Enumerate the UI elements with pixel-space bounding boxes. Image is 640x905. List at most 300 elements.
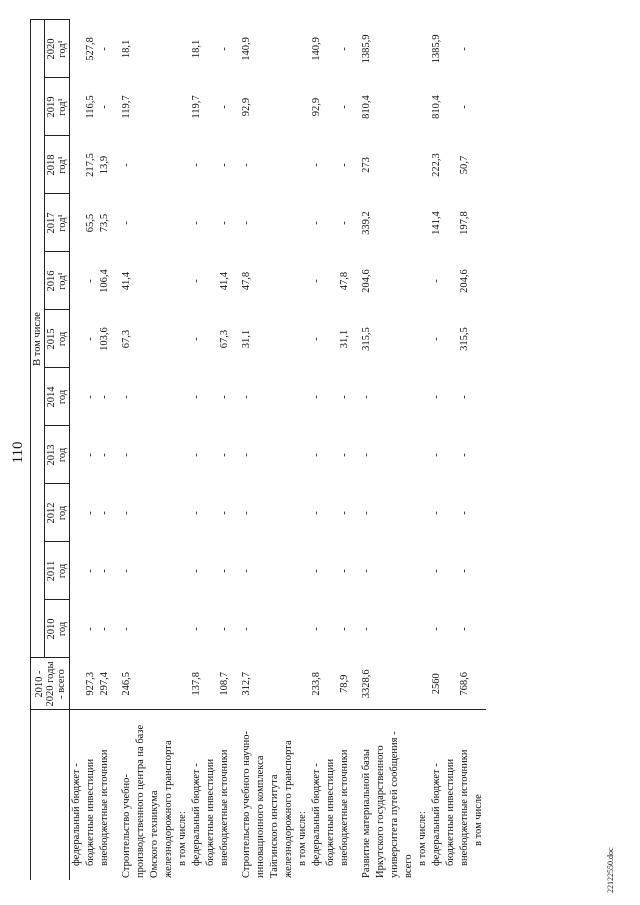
cell-2012: - — [311, 511, 322, 515]
row-label: федеральный бюджет - — [70, 710, 85, 880]
cell-2016 — [324, 252, 338, 310]
row-total: 768,6 — [459, 671, 470, 696]
cell-2014: - — [121, 395, 132, 399]
cell-2020: 1385,9 — [361, 34, 372, 64]
cell-2017 — [282, 194, 296, 252]
year-value: 2013 — [46, 444, 57, 466]
cell-2012: - — [339, 511, 350, 515]
cell-2010: - — [241, 627, 252, 631]
cell-2019 — [254, 78, 268, 136]
cell-2017 — [254, 194, 268, 252]
cell-2015: 31,1 — [241, 329, 252, 349]
cell-2015 — [176, 310, 190, 368]
table-row — [472, 20, 486, 880]
cell-2018: - — [339, 163, 350, 167]
cell-2010 — [324, 600, 338, 658]
cell-2020 — [324, 20, 338, 78]
cell-2011 — [162, 542, 176, 600]
cell-2016: - — [431, 279, 442, 283]
cell-2012 — [444, 484, 458, 542]
cell-2020 — [282, 20, 296, 78]
cell-2014 — [134, 368, 148, 426]
year-value: 2014 — [46, 386, 57, 408]
cell-2013: - — [431, 453, 442, 457]
cell-2010 — [472, 600, 486, 658]
spacer-row — [112, 20, 120, 880]
cell-2013 — [162, 426, 176, 484]
cell-2012 — [296, 484, 310, 542]
cell-2019 — [162, 78, 176, 136]
cell-2019: - — [99, 105, 110, 109]
cell-2011 — [134, 542, 148, 600]
cell-2013: - — [241, 453, 252, 457]
cell-2010: - — [339, 627, 350, 631]
cell-2016 — [162, 252, 176, 310]
table-row — [458, 20, 472, 880]
cell-2011 — [70, 542, 85, 600]
cell-2020 — [162, 20, 176, 78]
cell-2010: - — [191, 627, 202, 631]
cell-2012 — [282, 484, 296, 542]
cell-2015 — [134, 310, 148, 368]
cell-2018: - — [311, 163, 322, 167]
table-row — [388, 20, 402, 880]
header-year-2012 — [45, 484, 70, 542]
cell-2015: 67,3 — [121, 329, 132, 349]
cell-2018 — [402, 136, 416, 194]
cell-2012 — [204, 484, 218, 542]
cell-2011 — [388, 542, 402, 600]
cell-2014 — [162, 368, 176, 426]
cell-2017: 339,2 — [361, 211, 372, 235]
cell-2013 — [402, 426, 416, 484]
row-total — [444, 658, 458, 710]
year-value: 2017 — [46, 212, 57, 234]
cell-2016 — [444, 252, 458, 310]
cell-2017: - — [219, 221, 230, 225]
cell-2015 — [472, 310, 486, 368]
cell-2012: - — [219, 511, 230, 515]
cell-2017 — [444, 194, 458, 252]
cell-2019 — [176, 78, 190, 136]
cell-2017: - — [241, 221, 252, 225]
cell-2018: 273 — [361, 157, 372, 173]
row-label: внебюджетные источники — [458, 710, 472, 880]
cell-2015 — [402, 310, 416, 368]
cell-2012: - — [361, 511, 372, 515]
cell-2018: - — [121, 163, 132, 167]
cell-2013: - — [361, 453, 372, 457]
cell-2012: - — [85, 511, 96, 515]
header-year-2010 — [45, 600, 70, 658]
cell-2013 — [388, 426, 402, 484]
cell-2015 — [416, 310, 430, 368]
cell-2011: - — [241, 569, 252, 573]
cell-2013: - — [191, 453, 202, 457]
cell-2010: - — [85, 627, 96, 631]
cell-2010 — [444, 600, 458, 658]
page-number: 110 — [10, 441, 26, 464]
row-label: бюджетные инвестиции — [324, 710, 338, 880]
table-row — [444, 20, 458, 880]
cell-2010 — [388, 600, 402, 658]
cell-2014 — [282, 368, 296, 426]
cell-2016 — [402, 252, 416, 310]
cell-2020 — [444, 20, 458, 78]
cell-2020 — [388, 20, 402, 78]
row-total — [254, 658, 268, 710]
cell-2011: - — [99, 569, 110, 573]
cell-2010 — [134, 600, 148, 658]
cell-2020 — [254, 20, 268, 78]
cell-2010: - — [311, 627, 322, 631]
cell-2015: - — [431, 337, 442, 341]
year-value: 2012 — [46, 502, 57, 524]
cell-2017 — [388, 194, 402, 252]
row-total: 927,3 — [85, 671, 96, 696]
table-row — [162, 20, 176, 880]
year-value: 2010 — [46, 618, 57, 640]
cell-2015 — [268, 310, 282, 368]
cell-2016 — [204, 252, 218, 310]
cell-2012 — [176, 484, 190, 542]
cell-2016 — [268, 252, 282, 310]
row-total — [374, 658, 388, 710]
cell-2017 — [134, 194, 148, 252]
cell-2012 — [70, 484, 85, 542]
cell-2018 — [176, 136, 190, 194]
cell-2016: 47,8 — [241, 271, 252, 291]
cell-2016: 41,4 — [121, 271, 132, 291]
row-total — [416, 658, 430, 710]
cell-2011: - — [339, 569, 350, 573]
cell-2014 — [402, 368, 416, 426]
cell-2019: 116,5 — [85, 95, 96, 119]
row-label: в том числе — [472, 710, 486, 880]
cell-2013 — [134, 426, 148, 484]
row-label: производственного центра на базе — [134, 710, 148, 880]
year-value: 2018 — [46, 154, 57, 176]
cell-2020: 18,1 — [121, 39, 132, 59]
row-total — [324, 658, 338, 710]
cell-2014 — [374, 368, 388, 426]
table-header — [31, 20, 70, 880]
cell-2014 — [444, 368, 458, 426]
cell-2019: - — [339, 105, 350, 109]
row-total: 78,9 — [339, 674, 350, 693]
cell-2018: - — [219, 163, 230, 167]
row-total — [402, 658, 416, 710]
cell-2010 — [402, 600, 416, 658]
cell-2020 — [204, 20, 218, 78]
cell-2014: - — [431, 395, 442, 399]
cell-2013 — [254, 426, 268, 484]
cell-2015: - — [191, 337, 202, 341]
row-total: 2560 — [431, 673, 442, 695]
cell-2016 — [176, 252, 190, 310]
cell-2019: - — [219, 105, 230, 109]
cell-2010: - — [99, 627, 110, 631]
cell-2020: - — [219, 47, 230, 51]
cell-2014 — [70, 368, 85, 426]
cell-2010 — [204, 600, 218, 658]
header-year-2015 — [45, 310, 70, 368]
cell-2019: 810,4 — [361, 95, 372, 119]
cell-2016 — [388, 252, 402, 310]
cell-2016 — [70, 252, 85, 310]
row-label: всего — [402, 710, 416, 880]
header-year-2016 — [45, 252, 70, 310]
cell-2016: 204,6 — [361, 269, 372, 293]
row-label: Строительство учебного научно- — [240, 710, 254, 880]
cell-2017 — [162, 194, 176, 252]
cell-2012: - — [431, 511, 442, 515]
cell-2019 — [472, 78, 486, 136]
cell-2010 — [374, 600, 388, 658]
row-label: железнодорожного транспорта — [282, 710, 296, 880]
cell-2017 — [204, 194, 218, 252]
cell-2015 — [374, 310, 388, 368]
cell-2010 — [296, 600, 310, 658]
cell-2018 — [472, 136, 486, 194]
row-label: федеральный бюджет - — [430, 710, 444, 880]
cell-2019 — [402, 78, 416, 136]
cell-2018 — [416, 136, 430, 194]
cell-2010 — [282, 600, 296, 658]
row-label: в том числе: — [296, 710, 310, 880]
cell-2010: - — [431, 627, 442, 631]
cell-2014: - — [99, 395, 110, 399]
cell-2010: - — [121, 627, 132, 631]
cell-2015: 315,5 — [459, 327, 470, 351]
row-label: инновационного комплекса — [254, 710, 268, 880]
cell-2019 — [374, 78, 388, 136]
table-row — [282, 20, 296, 880]
cell-2019 — [296, 78, 310, 136]
cell-2014: - — [311, 395, 322, 399]
year-value: 2016 — [46, 270, 57, 292]
cell-2018: - — [191, 163, 202, 167]
cell-2012 — [134, 484, 148, 542]
table-row — [374, 20, 388, 880]
cell-2016 — [134, 252, 148, 310]
cell-2013 — [444, 426, 458, 484]
cell-2016: - — [85, 279, 96, 283]
cell-2017: 197,8 — [459, 211, 470, 235]
cell-2018 — [70, 136, 85, 194]
row-label: Развитие материальной базы — [360, 710, 374, 880]
row-total — [388, 658, 402, 710]
header-in-that: В том числе — [31, 20, 45, 658]
spacer-row — [352, 20, 360, 880]
cell-2020: 527,8 — [85, 37, 96, 61]
cell-2011: - — [121, 569, 132, 573]
cell-2010 — [176, 600, 190, 658]
cell-2016: 41,4 — [219, 271, 230, 291]
cell-2015 — [444, 310, 458, 368]
year-value: 2020 — [46, 38, 57, 60]
table-row — [120, 20, 134, 880]
cell-2011 — [282, 542, 296, 600]
cell-2011 — [472, 542, 486, 600]
cell-2019: - — [459, 105, 470, 109]
table-row — [310, 20, 324, 880]
cell-2014: - — [219, 395, 230, 399]
cell-2013 — [324, 426, 338, 484]
cell-2011 — [402, 542, 416, 600]
row-label: в том числе: — [416, 710, 430, 880]
cell-2010: - — [219, 627, 230, 631]
cell-2019 — [134, 78, 148, 136]
cell-2012: - — [99, 511, 110, 515]
cell-2015: 103,6 — [99, 327, 110, 351]
cell-2010 — [148, 600, 162, 658]
cell-2017 — [70, 194, 85, 252]
cell-2019: 92,9 — [241, 97, 252, 117]
year-unit: год — [57, 563, 68, 579]
cell-2017 — [472, 194, 486, 252]
cell-2019: 119,7 — [121, 95, 132, 119]
year-unit: год — [57, 331, 68, 347]
row-total: 3328,6 — [361, 669, 372, 699]
cell-2015: - — [311, 337, 322, 341]
cell-2010 — [254, 600, 268, 658]
row-label: железнодорожного транспорта — [162, 710, 176, 880]
cell-2012 — [388, 484, 402, 542]
cell-2013 — [296, 426, 310, 484]
table-row — [416, 20, 430, 880]
cell-2010: - — [361, 627, 372, 631]
row-total — [472, 658, 486, 710]
cell-2011 — [296, 542, 310, 600]
cell-2020: 140,9 — [241, 37, 252, 61]
table-row — [134, 20, 148, 880]
row-total — [134, 658, 148, 710]
table-row — [402, 20, 416, 880]
cell-2017 — [374, 194, 388, 252]
cell-2013: - — [339, 453, 350, 457]
header-label-cell — [31, 710, 70, 880]
year-unit: год¹ — [57, 272, 68, 290]
cell-2015 — [254, 310, 268, 368]
cell-2020: 18,1 — [191, 39, 202, 59]
cell-2011 — [416, 542, 430, 600]
cell-2013: - — [121, 453, 132, 457]
cell-2018: 222,3 — [431, 153, 442, 177]
cell-2011 — [374, 542, 388, 600]
cell-2013 — [176, 426, 190, 484]
cell-2010 — [416, 600, 430, 658]
cell-2019 — [416, 78, 430, 136]
cell-2018: 50,7 — [459, 155, 470, 175]
year-unit: год — [57, 621, 68, 637]
table-row — [148, 20, 162, 880]
cell-2011: - — [459, 569, 470, 573]
cell-2018 — [148, 136, 162, 194]
row-total — [282, 658, 296, 710]
cell-2014 — [416, 368, 430, 426]
header-year-2014 — [45, 368, 70, 426]
cell-2016 — [254, 252, 268, 310]
year-unit: год¹ — [57, 214, 68, 232]
cell-2014: - — [85, 395, 96, 399]
cell-2018 — [388, 136, 402, 194]
cell-2011 — [268, 542, 282, 600]
cell-2020 — [416, 20, 430, 78]
cell-2011 — [444, 542, 458, 600]
cell-2018 — [324, 136, 338, 194]
cell-2011: - — [219, 569, 230, 573]
row-label: внебюджетные источники — [98, 710, 112, 880]
row-label: федеральный бюджет - — [190, 710, 204, 880]
cell-2015 — [204, 310, 218, 368]
year-unit: год¹ — [57, 40, 68, 58]
cell-2010 — [162, 600, 176, 658]
cell-2012 — [472, 484, 486, 542]
cell-2019 — [282, 78, 296, 136]
cell-2015: - — [85, 337, 96, 341]
year-unit: год — [57, 389, 68, 405]
cell-2016: - — [191, 279, 202, 283]
cell-2020 — [134, 20, 148, 78]
cell-2011 — [148, 542, 162, 600]
cell-2014 — [472, 368, 486, 426]
cell-2011: - — [85, 569, 96, 573]
cell-2013 — [416, 426, 430, 484]
cell-2019: 119,7 — [191, 95, 202, 119]
cell-2017: - — [191, 221, 202, 225]
cell-2016 — [374, 252, 388, 310]
table-row — [84, 20, 98, 880]
cell-2010: - — [459, 627, 470, 631]
cell-2015: 67,3 — [219, 329, 230, 349]
row-label: Тайгинского института — [268, 710, 282, 880]
cell-2012 — [268, 484, 282, 542]
cell-2020: - — [99, 47, 110, 51]
cell-2018 — [444, 136, 458, 194]
cell-2019 — [324, 78, 338, 136]
cell-2017: 73,5 — [99, 213, 110, 233]
cell-2014 — [268, 368, 282, 426]
cell-2013 — [148, 426, 162, 484]
cell-2015 — [388, 310, 402, 368]
cell-2018: 217,5 — [85, 153, 96, 177]
cell-2015 — [162, 310, 176, 368]
cell-2014 — [324, 368, 338, 426]
table-row — [430, 20, 444, 880]
table-row — [268, 20, 282, 880]
cell-2013: - — [85, 453, 96, 457]
table-row — [240, 20, 254, 880]
cell-2010 — [268, 600, 282, 658]
cell-2019 — [204, 78, 218, 136]
cell-2020: - — [339, 47, 350, 51]
cell-2017: - — [311, 221, 322, 225]
row-label: федеральный бюджет - — [310, 710, 324, 880]
cell-2018 — [282, 136, 296, 194]
table-row — [204, 20, 218, 880]
year-value: 2011 — [46, 560, 57, 582]
cell-2012: - — [191, 511, 202, 515]
cell-2018 — [296, 136, 310, 194]
cell-2016 — [282, 252, 296, 310]
row-label: Омского техникума — [148, 710, 162, 880]
row-label: внебюджетные источники — [338, 710, 352, 880]
cell-2018 — [162, 136, 176, 194]
row-label: внебюджетные источники — [218, 710, 232, 880]
cell-2017 — [402, 194, 416, 252]
cell-2017: 65,5 — [85, 213, 96, 233]
